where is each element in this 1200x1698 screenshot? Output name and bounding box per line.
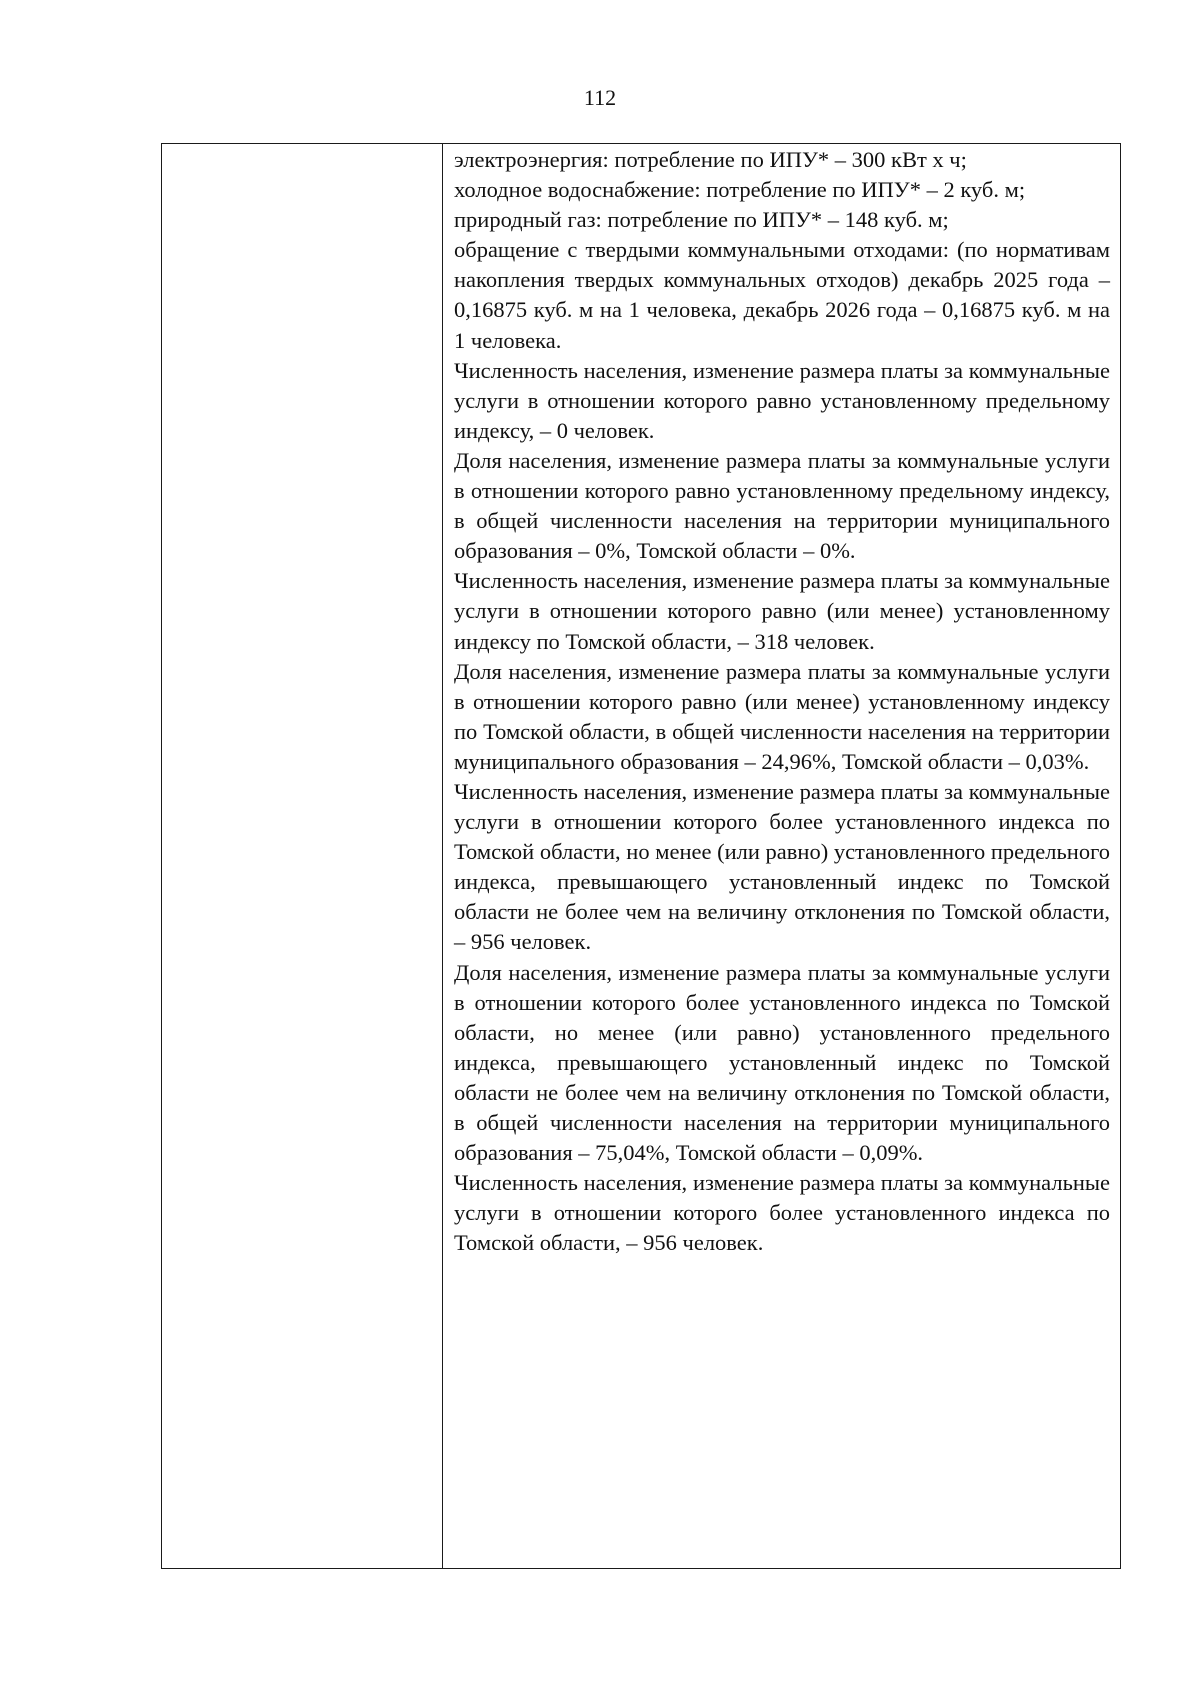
page-number: 112 [583,85,617,110]
paragraph-cold-water: холодное водоснабжение: потребление по ИПУ* – 2 куб. м; [454,177,1026,203]
table-left-cell [162,144,443,1568]
paragraph-population-above-region-index-total: Численность населения, изменение размера платы за коммунальные услуги в отношении которого более установленного индекса по Томской области, – 956 человек. [454,1170,1110,1256]
paragraph-share-at-region-index: Доля населения, изменение размера платы за коммунальные услуги в отношении которого равно (или менее) установленному индексу по Томской области, в общей численности населения на территории муниципального образования – 24,96%, Томской области – 0,03%. [454,658,1110,774]
paragraph-share-above-region-index: Доля населения, изменение размера платы за коммунальные услуги в отношении которого более установленного индекса по Томской области, но менее (или равно) установленного предельного индекса, превышающего установленный индекс по Томской области не более чем на величину отклонения по Томской области, в общей численности населения на территории муниципального образования – 75,04%, Томской области – 0,09%. [454,959,1110,1166]
paragraph-natural-gas: природный газ: потребление по ИПУ* – 148 куб. м; [454,207,949,233]
paragraph-population-at-region-index: Численность населения, изменение размера платы за коммунальные услуги в отношении которого равно (или менее) установленному индексу по Томской области, – 318 человек. [454,568,1110,654]
paragraph-solid-waste: обращение с твердыми коммунальными отходами: (по нормативам накопления твердых коммунальных отходов) декабрь 2025 года – 0,16875 куб. м на 1 человека, декабрь 2026 года – 0,16875 куб. м на 1 человека. [454,237,1110,353]
paragraph-population-above-region-index: Численность населения, изменение размера платы за коммунальные услуги в отношении которого более установленного индекса по Томской области, но менее (или равно) установленного предельного индекса, превышающего установленный индекс по Томской области не более чем на величину отклонения по Томской области, – 956 человек. [454,778,1110,955]
paragraph-electricity: электроэнергия: потребление по ИПУ* – 300 кВт х ч; [454,147,967,172]
paragraph-share-at-limit-index: Доля населения, изменение размера платы за коммунальные услуги в отношении которого равно установленному предельному индексу, в общей численности населения на территории муниципального образования – 0%, Томской области – 0%. [454,447,1110,564]
table-right-cell [443,144,1120,1568]
document-table [161,143,1121,1569]
paragraph-population-at-limit-index: Численность населения, изменение размера платы за коммунальные услуги в отношении которого равно установленному предельному индексу, – 0 человек. [454,357,1110,443]
